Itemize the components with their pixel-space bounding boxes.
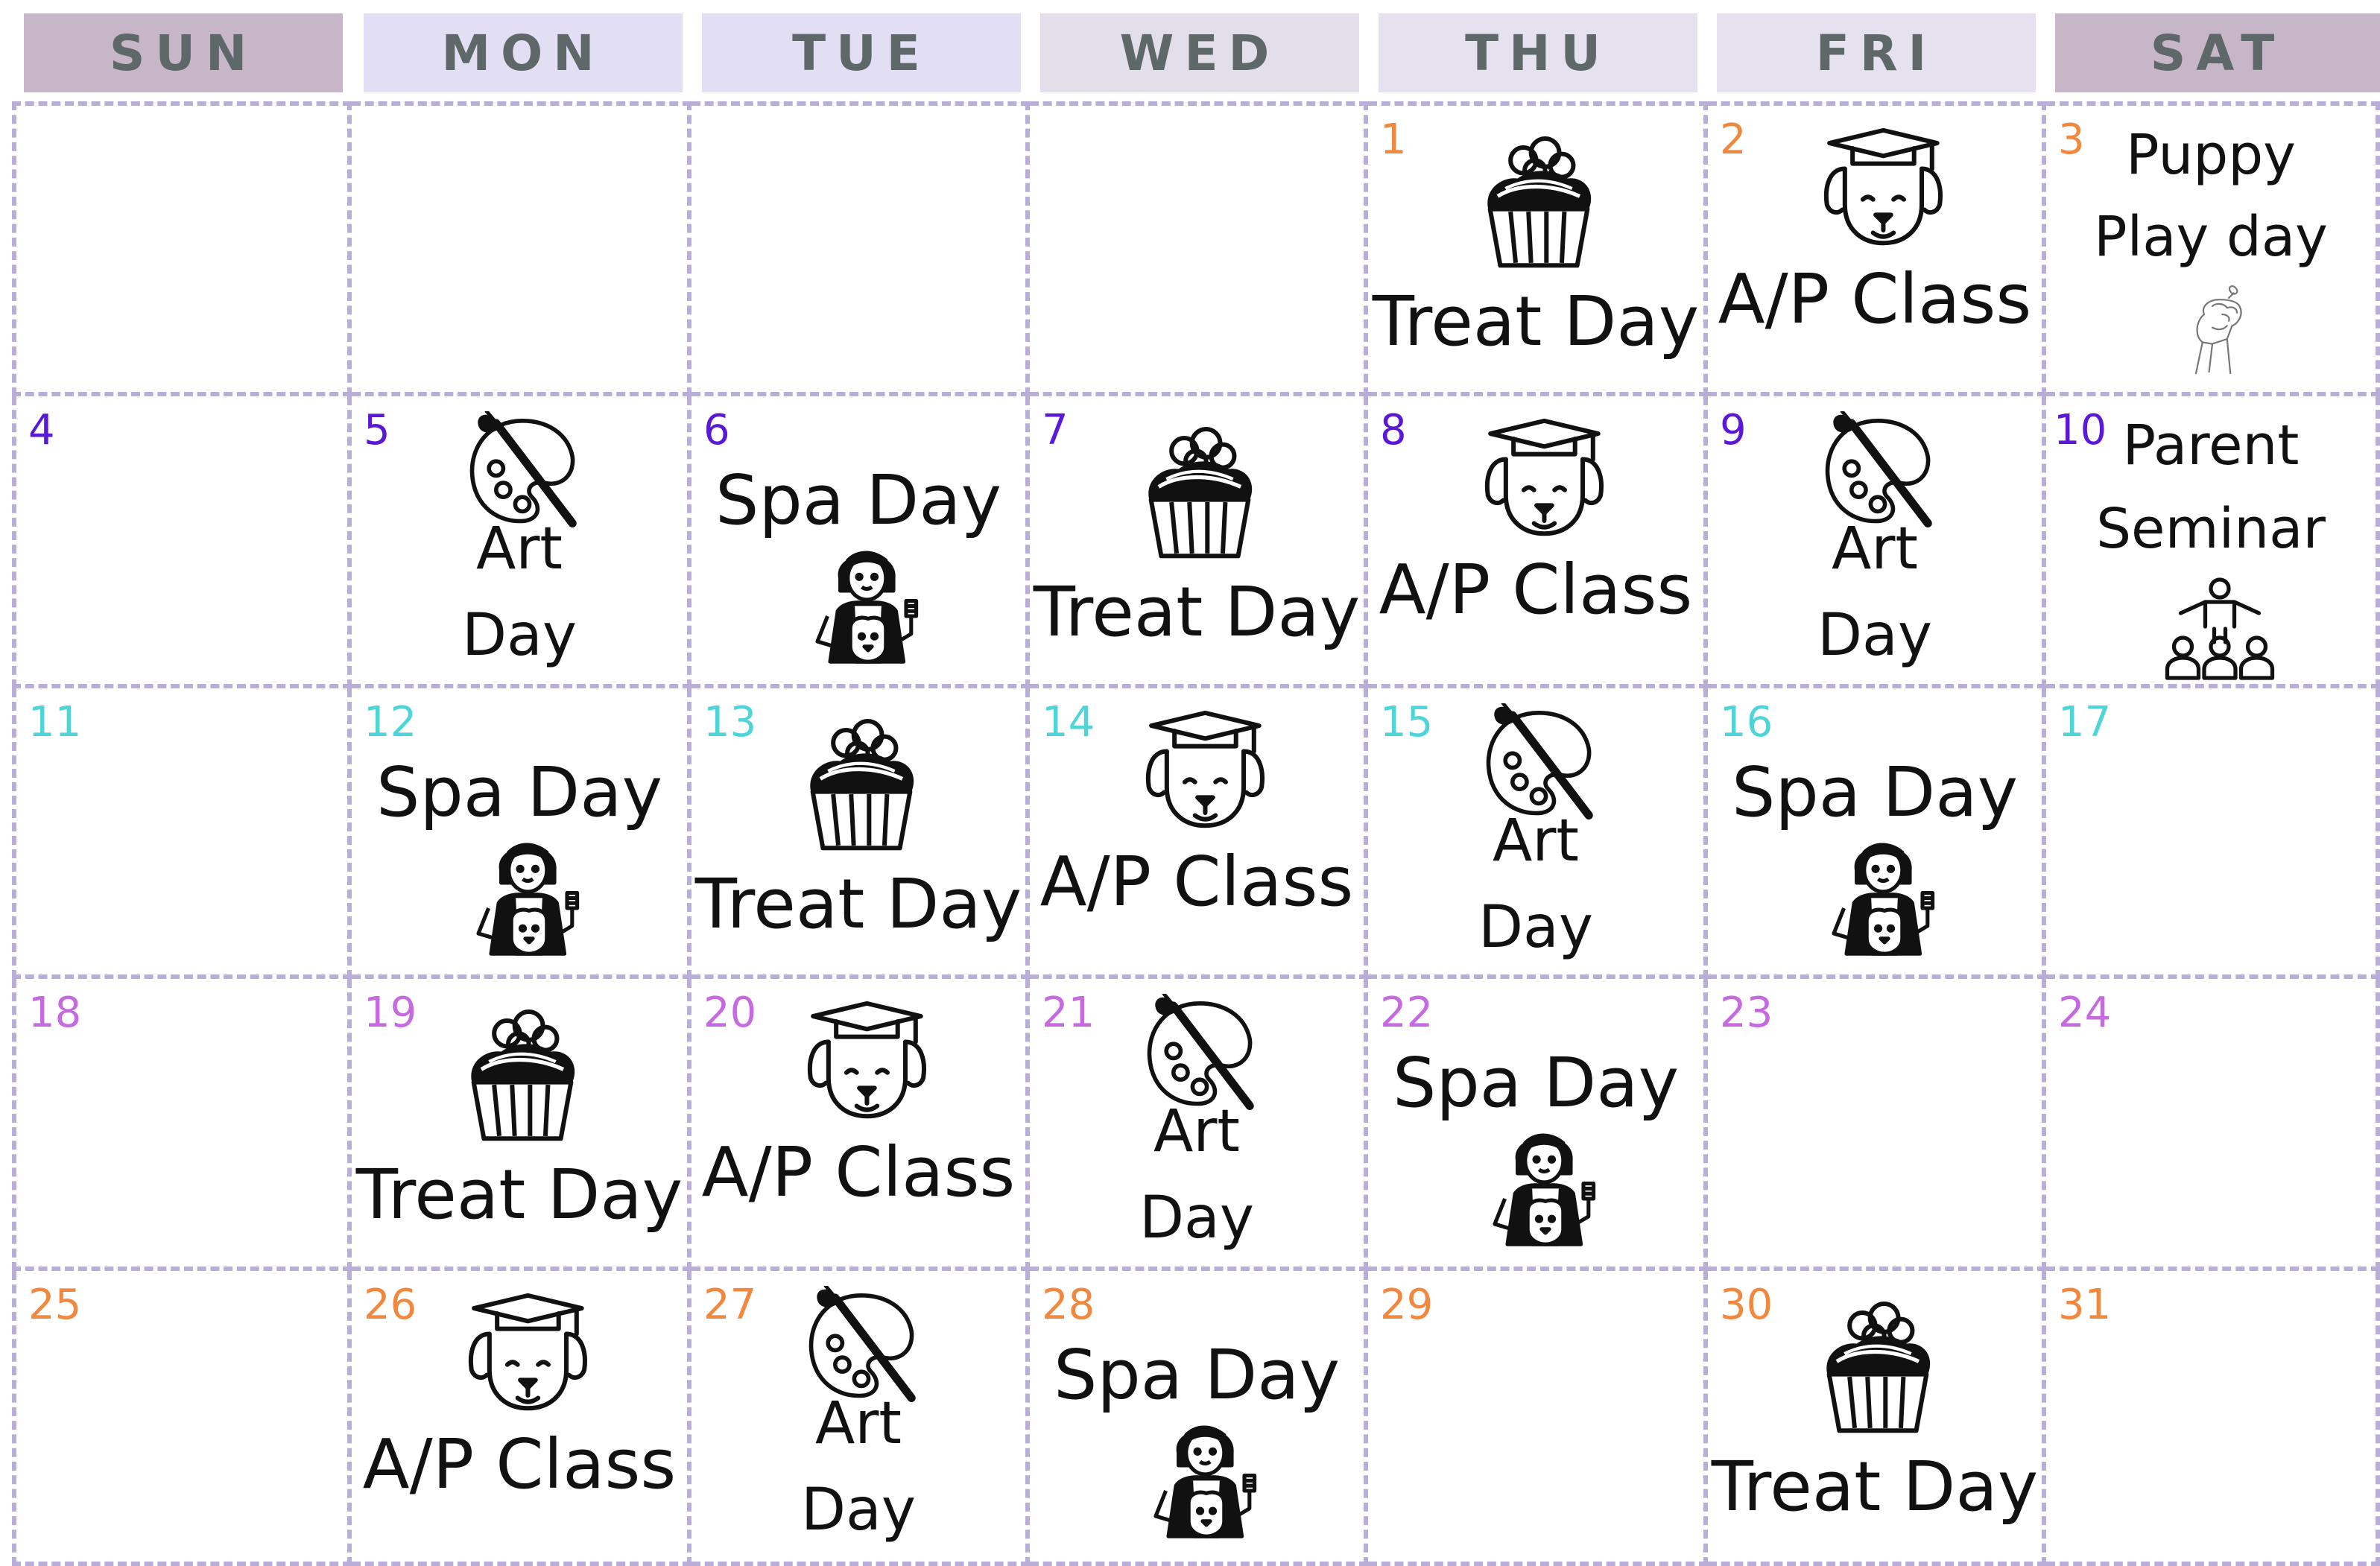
event-title-line1: Art <box>1492 808 1579 875</box>
cupcake-icon <box>458 1001 586 1150</box>
calendar-day-cell[interactable] <box>1708 1271 2046 1566</box>
calendar-day-cell[interactable] <box>1030 979 1368 1271</box>
graduation-dog-icon <box>461 1290 589 1418</box>
day-number: 4 <box>28 406 55 454</box>
event-title-line1: Art <box>475 516 563 583</box>
day-number: 13 <box>703 698 757 746</box>
day-number: 1 <box>1380 115 1407 164</box>
event-title: Spa Day <box>376 752 663 832</box>
calendar-empty-cell <box>352 101 691 396</box>
day-number: 2 <box>1720 115 1747 164</box>
day-number: 21 <box>1042 989 1095 1037</box>
calendar-day-cell[interactable] <box>12 979 352 1271</box>
calendar-day-cell[interactable] <box>12 688 352 979</box>
day-number: 16 <box>1720 698 1773 746</box>
event-title: A/P Class <box>1039 842 1354 922</box>
day-number: 22 <box>1380 989 1434 1037</box>
calendar-day-cell[interactable] <box>1368 396 1708 688</box>
calendar-day-cell[interactable] <box>1368 979 1708 1271</box>
weekday-fri: FRI <box>1717 13 2036 92</box>
calendar-day-cell[interactable] <box>1368 1271 1708 1566</box>
event-title-line1: Art <box>1831 516 1918 583</box>
calendar-day-cell[interactable] <box>1030 1271 1368 1566</box>
calendar-day-cell[interactable] <box>352 396 691 688</box>
calendar-day-cell[interactable] <box>1368 688 1708 979</box>
day-number: 8 <box>1380 406 1407 454</box>
day-number: 25 <box>28 1281 82 1329</box>
calendar-day-cell[interactable] <box>2046 979 2380 1271</box>
weekday-sun: SUN <box>24 13 343 92</box>
calendar-day-cell[interactable] <box>1708 979 2046 1271</box>
day-number: 9 <box>1720 406 1747 454</box>
event-title-line2: Day <box>800 1477 917 1544</box>
calendar-day-cell[interactable] <box>1708 688 2046 979</box>
groomer-with-dog-icon <box>1143 1411 1270 1545</box>
groomer-with-dog-icon <box>805 536 931 671</box>
calendar-day-cell[interactable] <box>2046 396 2380 688</box>
event-title: Treat Day <box>1033 572 1361 652</box>
cupcake-icon <box>1136 419 1264 568</box>
event-title: Treat Day <box>1711 1447 2039 1527</box>
groomer-with-dog-icon <box>1821 828 1948 963</box>
day-number: 15 <box>1380 698 1434 746</box>
day-number: 19 <box>364 989 417 1037</box>
cupcake-icon <box>797 711 925 860</box>
calendar-day-cell[interactable] <box>691 688 1030 979</box>
day-number: 6 <box>703 406 730 454</box>
calendar-day-cell[interactable] <box>352 1271 691 1566</box>
event-title-line2: Day <box>461 602 577 669</box>
calendar-day-cell[interactable] <box>12 1271 352 1566</box>
day-number: 26 <box>364 1281 417 1329</box>
event-title-line2: Day <box>1817 602 1933 669</box>
graduation-dog-icon <box>800 998 928 1126</box>
event-title: A/P Class <box>701 1132 1016 1212</box>
day-number: 24 <box>2058 989 2112 1037</box>
day-number: 28 <box>1042 1281 1095 1329</box>
day-number: 10 <box>2054 406 2107 454</box>
weekday-tue: TUE <box>702 13 1021 92</box>
puppy-paw-heart-icon <box>2180 271 2262 390</box>
calendar-empty-cell <box>691 101 1030 396</box>
day-number: 23 <box>1720 989 1773 1037</box>
seminar-audience-icon <box>2145 575 2294 687</box>
day-number: 5 <box>364 406 390 454</box>
event-title-line2: Day <box>1139 1185 1255 1252</box>
graduation-dog-icon <box>1478 416 1606 544</box>
calendar-day-cell[interactable] <box>691 396 1030 688</box>
event-title-line2: Play day <box>2094 205 2328 269</box>
groomer-with-dog-icon <box>1482 1119 1609 1253</box>
weekday-wed: WED <box>1040 13 1359 92</box>
event-title-line2: Day <box>1478 894 1594 961</box>
calendar-day-cell[interactable] <box>352 979 691 1271</box>
day-number: 20 <box>703 989 757 1037</box>
day-number: 3 <box>2058 115 2085 164</box>
day-number: 12 <box>364 698 417 746</box>
event-title: Treat Day <box>355 1155 683 1234</box>
calendar-day-cell[interactable] <box>2046 101 2380 396</box>
calendar-day-cell[interactable] <box>352 688 691 979</box>
event-title: A/P Class <box>362 1424 677 1504</box>
event-title-line1: Art <box>814 1390 902 1457</box>
calendar-day-cell[interactable] <box>691 1271 1030 1566</box>
day-number: 11 <box>28 698 82 746</box>
event-title: A/P Class <box>1379 550 1693 630</box>
event-title: Treat Day <box>694 864 1022 944</box>
calendar-day-cell[interactable] <box>12 396 352 688</box>
calendar-day-cell[interactable] <box>2046 688 2380 979</box>
event-title-line1: Art <box>1153 1098 1240 1165</box>
weekday-thu: THU <box>1379 13 1697 92</box>
day-number: 27 <box>703 1281 757 1329</box>
cupcake-icon <box>1814 1293 1942 1442</box>
event-title: Spa Day <box>1053 1335 1341 1415</box>
calendar-day-cell[interactable] <box>1030 396 1368 688</box>
day-number: 29 <box>1380 1281 1434 1329</box>
event-title: Spa Day <box>1731 752 2019 832</box>
day-number: 30 <box>1720 1281 1773 1329</box>
calendar-day-cell[interactable] <box>2046 1271 2380 1566</box>
calendar-empty-cell <box>12 101 352 396</box>
calendar-day-cell[interactable] <box>1030 688 1368 979</box>
event-title: A/P Class <box>1718 259 2032 339</box>
day-number: 7 <box>1042 406 1069 454</box>
calendar-empty-cell <box>1030 101 1368 396</box>
calendar-day-cell[interactable] <box>1368 101 1708 396</box>
calendar-day-cell[interactable] <box>691 979 1030 1271</box>
event-title-line1: Puppy <box>2126 123 2296 187</box>
day-number: 31 <box>2058 1281 2112 1329</box>
calendar-day-cell[interactable] <box>1708 101 2046 396</box>
groomer-with-dog-icon <box>466 828 592 963</box>
cupcake-icon <box>1475 128 1603 277</box>
day-number: 17 <box>2058 698 2112 746</box>
event-title: Treat Day <box>1372 282 1700 361</box>
event-title: Spa Day <box>1392 1043 1680 1123</box>
graduation-dog-icon <box>1139 708 1267 836</box>
day-number: 18 <box>28 989 82 1037</box>
event-title-line2: Seminar <box>2096 497 2326 561</box>
event-title-line1: Parent <box>2122 413 2300 478</box>
event-title: Spa Day <box>715 460 1002 540</box>
weekday-sat: SAT <box>2055 13 2380 92</box>
calendar-day-cell[interactable] <box>1708 396 2046 688</box>
graduation-dog-icon <box>1817 125 1945 253</box>
weekday-mon: MON <box>364 13 683 92</box>
day-number: 14 <box>1042 698 1095 746</box>
